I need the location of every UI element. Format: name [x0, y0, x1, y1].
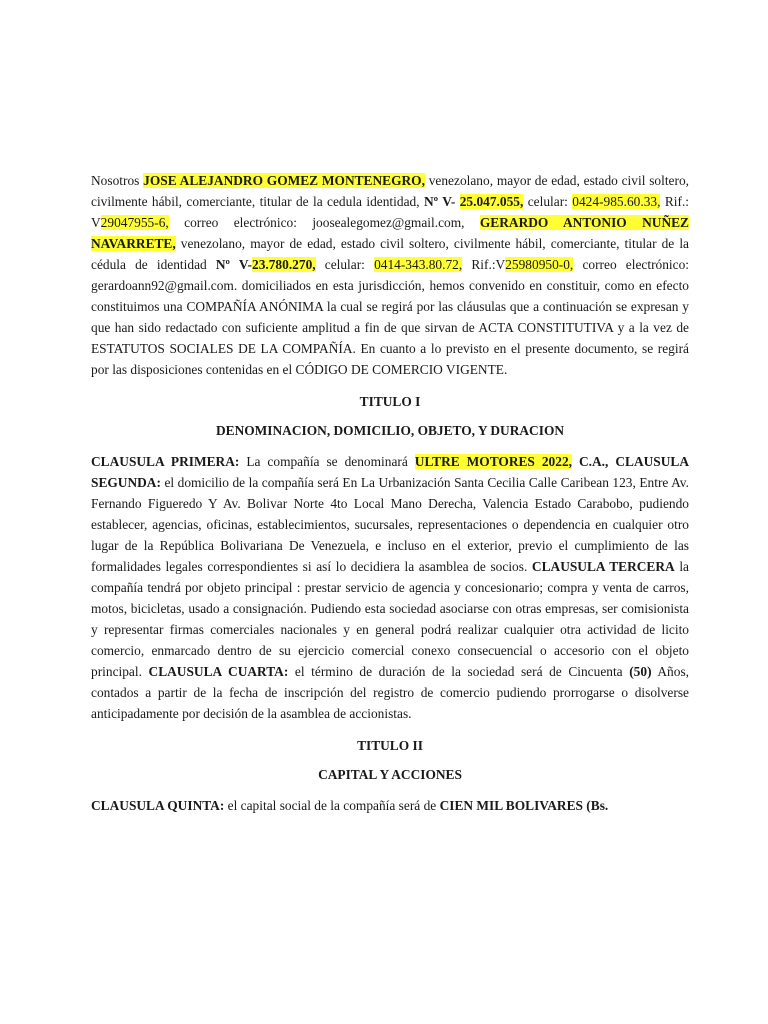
- clause-1-label: CLAUSULA PRIMERA:: [91, 454, 240, 469]
- text-run: Años, contados a partir de la fecha de inscripción del registro de comercio pudiendo prorrogarse o disolverse anticipadamente por decisión de la asamblea de accionistas.: [91, 664, 689, 721]
- title-2-heading: TITULO II: [357, 738, 423, 753]
- party-1-name: JOSE ALEJANDRO GOMEZ MONTENEGRO,: [143, 173, 425, 188]
- document-page: [91, 170, 689, 816]
- id-label: Nº V-: [215, 257, 252, 272]
- party-1-phone: 0424-985.60.33,: [572, 194, 661, 209]
- text-run: correo electrónico: gerardoann92@gmail.com. domiciliados en esta jurisdicción, hemos convenido en constituir, como en efecto constituimos una COMPAÑÍA ANÓNIMA la cual se regirá por las cláusulas que a continuación se expresan y que han sido redactado con suficiente amplitud a fin de que sirvan de ACTA CONSTITUTIVA y a la vez de ESTATUTOS SOCIALES DE LA COMPAÑÍA. En cuanto a lo previsto en el presente documento, se regirá por las disposiciones contenidas en el CÓDIGO DE COMERCIO VIGENTE.: [91, 257, 689, 377]
- text-run: venezolano, mayor de edad, estado civil soltero, civilmente hábil, comerciante, titular de la cedula identidad,: [91, 173, 689, 209]
- text-run: celular:: [523, 194, 573, 209]
- intro-paragraph: [91, 170, 689, 380]
- party-1-id: 25.047.055,: [459, 194, 524, 209]
- clause-5-label: CLAUSULA QUINTA:: [91, 798, 225, 813]
- text-run: la compañía tendrá por objeto principal : prestar servicio de agencia y concesionario; compra y venta de carros, motos, bicicletas, usado a consignación. Pudiendo esta sociedad asociarse con otras empresas, ser comisionista y representar firmas comerciales nacionales y en general podrá realizar cualquier otra actividad de licito comercio, enmarcado dentro de su ejercicio comercial conexo consecuencial o accesorio con el objeto principal.: [91, 559, 689, 679]
- title-1-heading: TITULO I: [359, 394, 421, 409]
- title-1-subheading: DENOMINACION, DOMICILIO, OBJETO, Y DURACION: [215, 423, 565, 438]
- clauses-paragraph: [91, 451, 689, 724]
- text-run: Nosotros: [91, 173, 144, 188]
- text-run: Rif.: V: [91, 194, 690, 230]
- clause-3-label: CLAUSULA TERCERA: [531, 559, 675, 574]
- text-run: Rif.:V: [462, 257, 506, 272]
- text-run: el domicilio de la compañía será En La Urbanización Santa Cecilia Calle Caribean 123, Entre Av. Fernando Figueredo Y Av. Bolivar Norte 4to Local Mano Derecha, Valencia Estado Carabobo, pudiendo establecer, agencias, oficinas, establecimientos, sucursales, representaciones o dependencia en cualquier otro lugar de la República Bolivariana De Venezuela, e incluso en el exterior, previo el cumplimiento de las formalidades legales correspondientes si así lo decidiera la asamblea de socios.: [91, 475, 689, 574]
- title-2-subheading: CAPITAL Y ACCIONES: [318, 767, 462, 782]
- text-run: el capital social de la compañía será de: [224, 798, 440, 813]
- text-run: celular:: [315, 257, 375, 272]
- text-run: correo electrónico: joosealegomez@gmail.com,: [168, 215, 480, 230]
- text-run: venezolano, mayor de edad, estado civil soltero, civilmente hábil, comerciante, titular de la cédula de identidad: [91, 236, 689, 272]
- id-label: Nº V-: [423, 194, 460, 209]
- duration-years: (50): [629, 664, 652, 679]
- clause-2-label: CLAUSULA SEGUNDA:: [91, 454, 690, 490]
- party-2-phone: 0414-343.80.72,: [374, 257, 463, 272]
- text-run: el término de duración de la sociedad será de Cincuenta: [288, 664, 630, 679]
- company-suffix: C.A.,: [571, 454, 609, 469]
- clause-5-paragraph: [91, 795, 689, 816]
- party-1-rif: 29047955-6,: [100, 215, 169, 230]
- party-2-id: 23.780.270,: [252, 257, 316, 272]
- capital-amount: CIEN MIL BOLIVARES (Bs.: [439, 798, 609, 813]
- party-2-name: GERARDO ANTONIO NUÑEZ NAVARRETE,: [91, 215, 689, 251]
- company-name: ULTRE MOTORES 2022,: [414, 454, 572, 469]
- party-2-rif: 25980950-0,: [505, 257, 574, 272]
- clause-4-label: CLAUSULA CUARTA:: [148, 664, 289, 679]
- text-run: La compañía se denominará: [239, 454, 415, 469]
